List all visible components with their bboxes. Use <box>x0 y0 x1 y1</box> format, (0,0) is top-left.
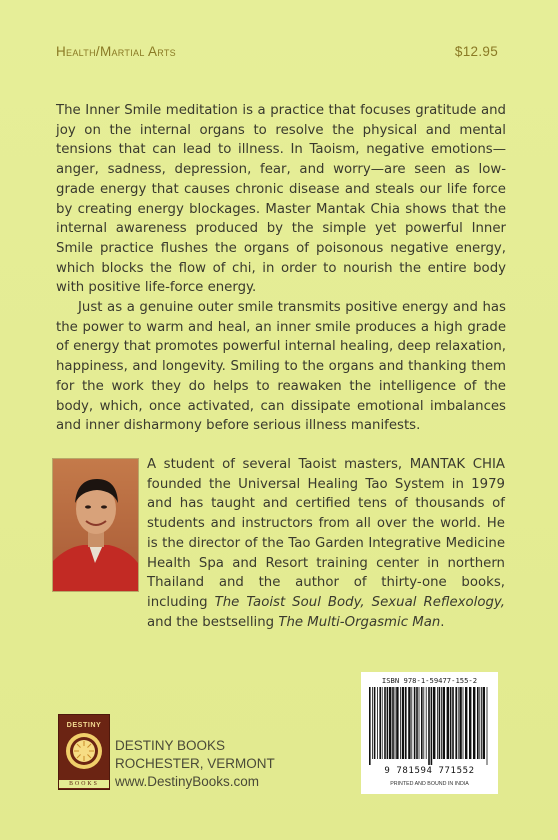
bio-joiner: and the bestselling <box>147 614 279 630</box>
barcode-icon <box>367 687 492 765</box>
bio-book-title-2: The Multi-Orgasmic Man <box>278 614 441 630</box>
printed-note: PRINTED AND BOUND IN INDIA <box>390 781 469 787</box>
barcode-digits: 9 781594 771552 <box>384 766 475 776</box>
logo-bottom-text: BOOKS <box>59 780 109 788</box>
author-photo <box>52 458 139 592</box>
category-label: Health/Martial Arts <box>56 44 176 59</box>
publisher-info <box>115 737 275 791</box>
price-label: $12.95 <box>454 44 498 59</box>
destiny-books-logo <box>58 714 110 790</box>
publisher-name: DESTINY BOOKS <box>115 738 226 753</box>
barcode-panel <box>361 672 498 794</box>
description-paragraph-1: The Inner Smile meditation is a practice that focuses gratitude and joy on the internal organs to resolve the physical and mental tensions that can lead to illness. In Taoism, negative emotions—anger, sadness, depression, fear, and worry—are seen as low-grade energy that causes chronic disease and steals our life force by creating energy blockages. Master Mantak Chia shows that the internal awareness produced by the simple yet powerful Inner Smile practice flushes the organs of poisonous negative energy, which blocks the flow of chi, in order to nourish the entire body with positive life-force energy. <box>56 103 506 296</box>
header <box>56 44 498 59</box>
publisher-website[interactable]: www.DestinyBooks.com <box>115 774 260 789</box>
bio-book-title-1: The Taoist Soul Body, Sexual Reflexology, <box>214 594 505 610</box>
book-description <box>56 101 506 436</box>
publisher-location: ROCHESTER, VERMONT <box>115 756 275 771</box>
description-paragraph-2: Just as a genuine outer smile transmits positive energy and has the power to warm and heal, an inner smile produces a high grade of energy that promotes powerful internal healing, deep relaxation, happiness, and longevity. Smiling to the organs and thanking them for the work they do helps to reawaken the intelligence of the body, which, once activated, can dissipate emotional imbalances and inner disharmony before serious illness manifests. <box>56 300 506 434</box>
isbn-label: ISBN 978-1-59477-155-2 <box>381 676 478 685</box>
bio-text: A student of several Taoist masters, MANTAK CHIA founded the Universal Healing Tao System in 1979 and has taught and certified tens of thousands of students and instructors from all over the world. He is the director of the Tao Garden Integrative Medicine Health Spa and Resort training center in northern Thailand and the author of thirty-one books, including <box>147 457 505 610</box>
bio-end: . <box>440 614 445 630</box>
sun-icon <box>65 732 103 770</box>
logo-top-text: DESTINY <box>66 720 102 729</box>
author-bio <box>147 455 505 632</box>
